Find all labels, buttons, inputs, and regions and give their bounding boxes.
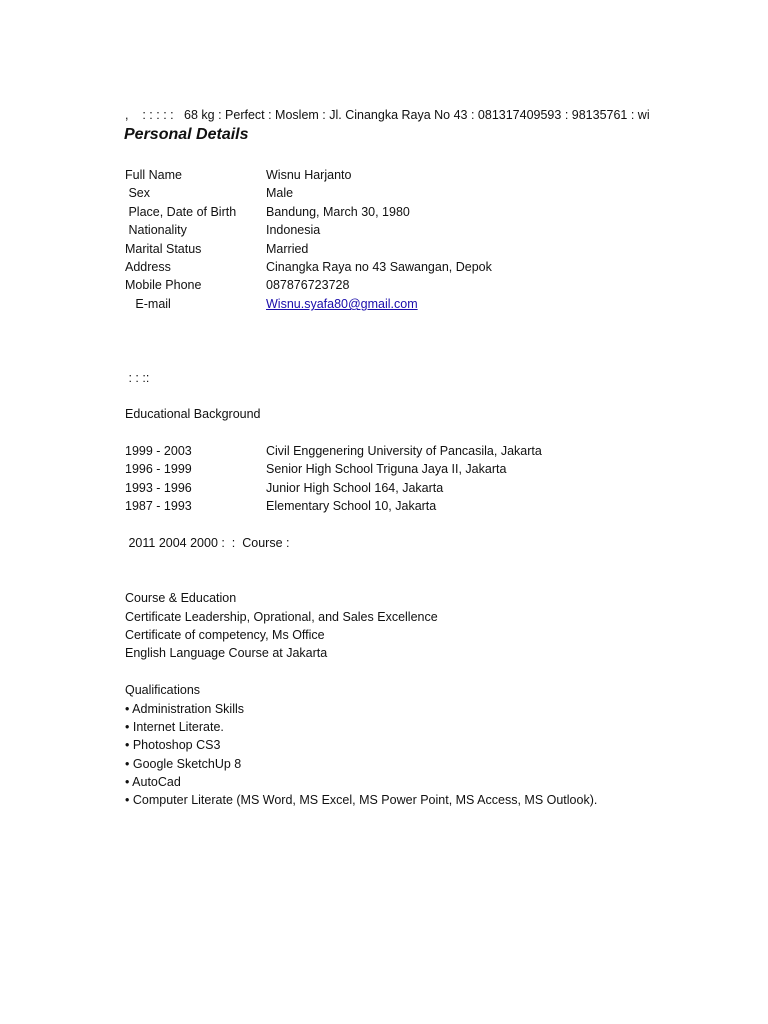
detail-row — [0, 205, 768, 223]
education-row — [0, 499, 768, 517]
detail-label: Full Name — [125, 168, 182, 182]
course-item: Certificate Leadership, Oprational, and Sales Excellence — [125, 610, 438, 624]
course-item: English Language Course at Jakarta — [125, 646, 328, 660]
education-years: 1999 - 2003 — [125, 444, 192, 458]
education-row — [0, 444, 768, 462]
detail-value: Wisnu Harjanto — [266, 168, 352, 182]
detail-label: E-mail — [125, 297, 171, 311]
detail-value: Married — [266, 242, 309, 256]
email-link[interactable]: Wisnu.syafa80@gmail.com — [266, 297, 418, 311]
personal-details-title: Personal Details — [124, 126, 249, 143]
education-row — [0, 462, 768, 480]
detail-label: Place, Date of Birth — [125, 205, 237, 219]
header-line: , : : : : : 68 kg : Perfect : Moslem : Jl. Cinangka Raya No 43 : 081317409593 : 98135761 : wi — [125, 108, 650, 122]
education-school: Junior High School 164, Jakarta — [266, 481, 444, 495]
qualification-item: • Internet Literate. — [125, 720, 224, 734]
education-heading: Educational Background — [125, 407, 261, 421]
course-item: Certificate of competency, Ms Office — [125, 628, 325, 642]
detail-label: Sex — [125, 186, 151, 200]
education-years: 1987 - 1993 — [125, 499, 192, 513]
detail-value: Male — [266, 186, 294, 200]
detail-label: Mobile Phone — [125, 278, 202, 292]
education-school: Senior High School Triguna Jaya II, Jakarta — [266, 462, 507, 476]
detail-label: Address — [125, 260, 171, 274]
detail-row — [0, 242, 768, 260]
qualification-item: • Computer Literate (MS Word, MS Excel, MS Power Point, MS Access, MS Outlook). — [125, 793, 598, 807]
qualification-item: • Photoshop CS3 — [125, 738, 221, 752]
detail-value: Cinangka Raya no 43 Sawangan, Depok — [266, 260, 492, 274]
detail-row — [0, 297, 768, 315]
education-row — [0, 481, 768, 499]
detail-label: Marital Status — [125, 242, 202, 256]
education-school: Civil Enggenering University of Pancasila, Jakarta — [266, 444, 542, 458]
course-line: 2011 2004 2000 : : Course : — [125, 536, 290, 550]
qualifications-heading: Qualifications — [125, 683, 201, 697]
detail-label: Nationality — [125, 223, 187, 237]
detail-value: Bandung, March 30, 1980 — [266, 205, 410, 219]
detail-row — [0, 278, 768, 296]
detail-row — [0, 168, 768, 186]
detail-row — [0, 223, 768, 241]
education-years: 1993 - 1996 — [125, 481, 192, 495]
detail-row — [0, 186, 768, 204]
education-school: Elementary School 10, Jakarta — [266, 499, 437, 513]
separator-line: : : :: — [125, 371, 150, 385]
qualification-item: • Google SketchUp 8 — [125, 757, 242, 771]
detail-value: 087876723728 — [266, 278, 350, 292]
qualification-item: • AutoCad — [125, 775, 181, 789]
detail-value: Indonesia — [266, 223, 321, 237]
education-years: 1996 - 1999 — [125, 462, 192, 476]
courses-heading: Course & Education — [125, 591, 237, 605]
detail-row — [0, 260, 768, 278]
qualification-item: • Administration Skills — [125, 702, 245, 716]
